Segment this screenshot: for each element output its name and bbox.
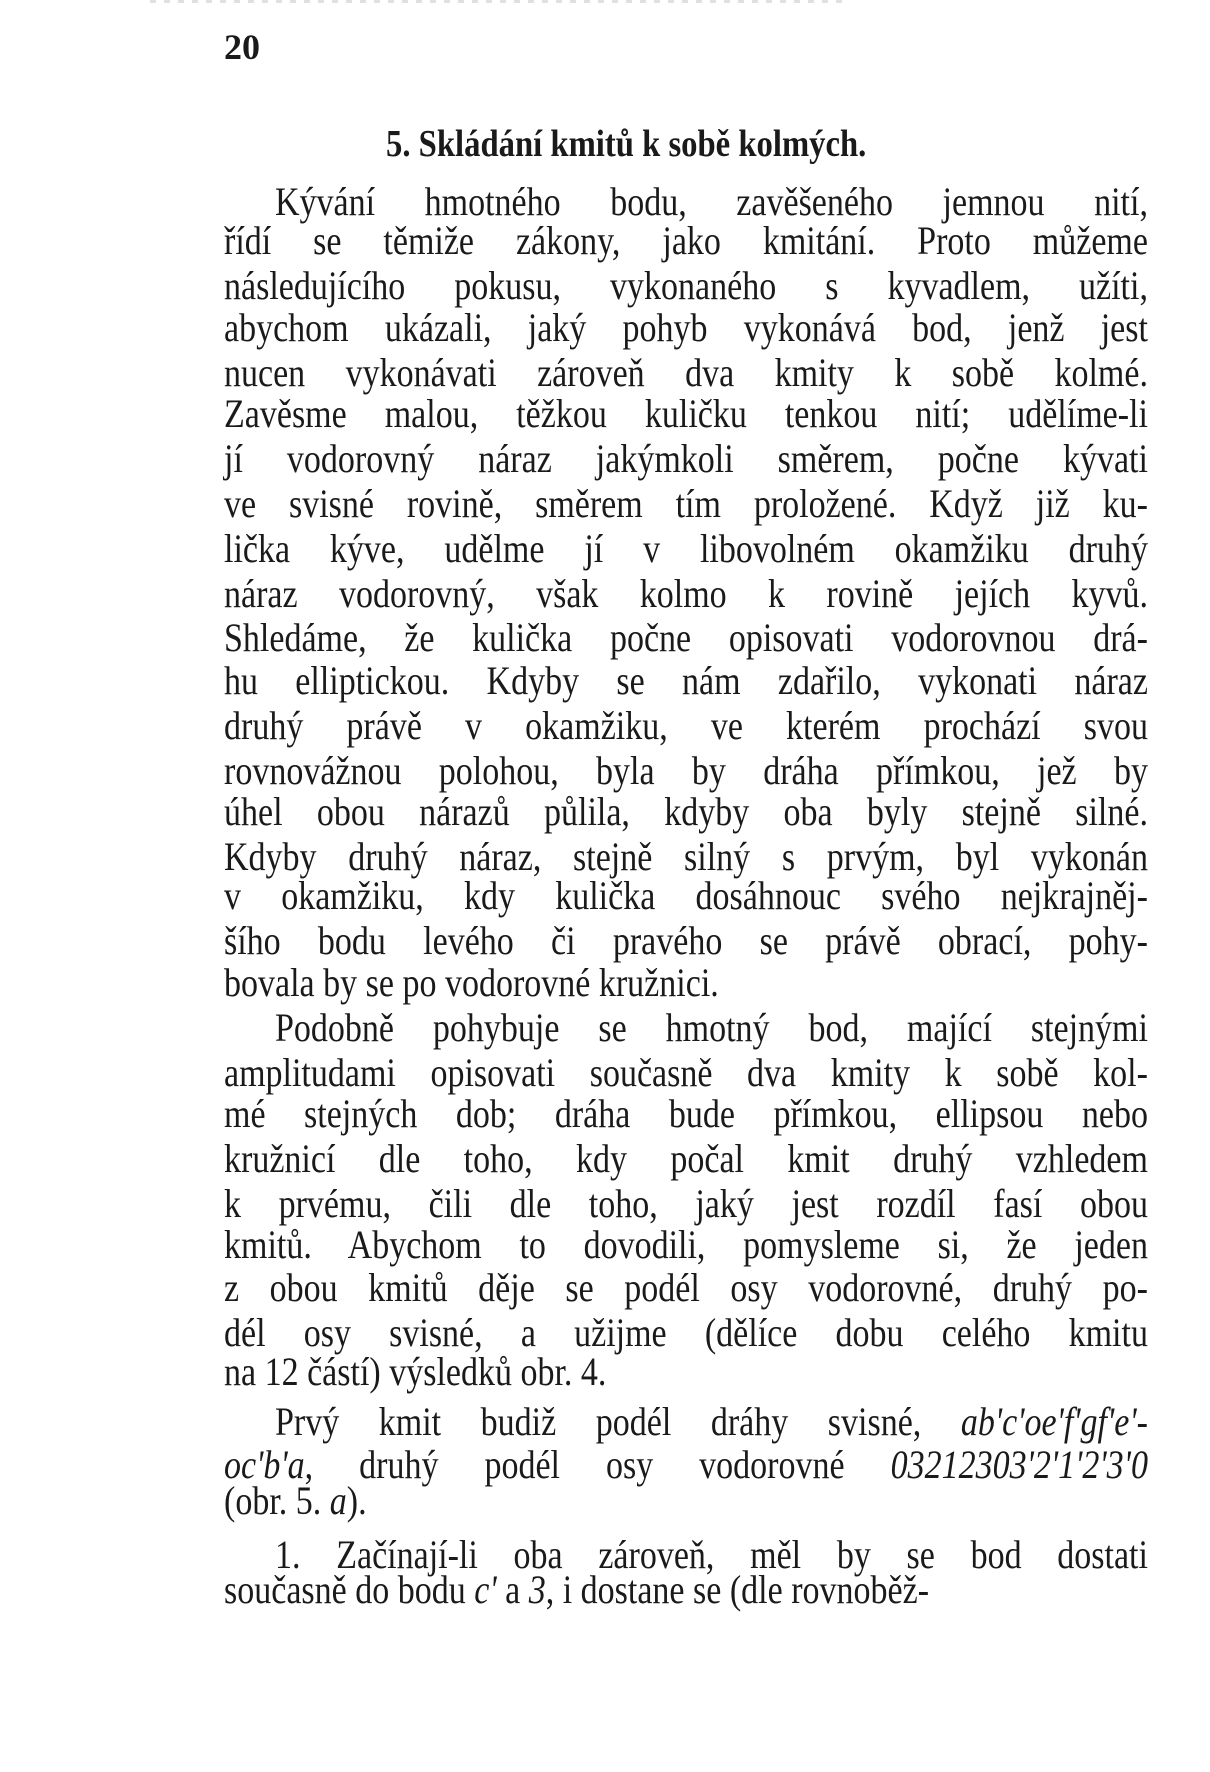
text-segment: (obr. 5. xyxy=(224,1478,330,1523)
italic-notation: 03212303'2'1'2'3'0 xyxy=(890,1442,1148,1487)
text-line xyxy=(224,1266,1148,1310)
text-segment: bovala by se po vodorovné kružnici. xyxy=(224,960,719,1005)
text-segment: řídí se těmiže zákony, jako kmitání. Proto můžeme xyxy=(224,218,1148,263)
text-segment: následujícího pokusu, vykonaného s kyvadlem, užíti, xyxy=(224,263,1148,308)
italic-notation: ab'c'oe'f'gf'e'- xyxy=(960,1399,1148,1444)
text-line xyxy=(224,1092,1148,1136)
text-line xyxy=(224,351,1148,395)
italic-notation: a xyxy=(329,1478,347,1523)
italic-notation: oc'b'a xyxy=(224,1442,305,1487)
text-segment: úhel obou nárazů půlila, kdyby oba byly stejně silné. xyxy=(224,789,1148,834)
text-segment: Shledáme, že kulička počne opisovati vodorovnou drá- xyxy=(224,615,1148,660)
italic-notation: 3 xyxy=(528,1567,546,1612)
text-segment: ). xyxy=(346,1478,367,1523)
text-segment: Kdyby druhý náraz, stejně silný s prvým, byl vykonán xyxy=(224,834,1148,879)
text-segment: kružnicí dle toho, kdy počal kmit druhý vzhledem xyxy=(224,1136,1148,1181)
text-line xyxy=(224,919,1148,963)
page-number: 20 xyxy=(224,27,260,67)
text-segment: Prvý kmit budiž podél dráhy svisné, xyxy=(275,1399,961,1444)
text-line xyxy=(224,264,1148,308)
text-line xyxy=(224,482,1148,526)
text-segment: abychom ukázali, jaký pohyb vykonává bod, jenž jest xyxy=(224,305,1148,350)
text-line xyxy=(224,874,1148,918)
text-line xyxy=(224,219,1148,263)
text-segment: Zavěsme malou, těžkou kuličku tenkou nití; udělíme-li xyxy=(224,391,1148,436)
text-segment: náraz vodorovný, však kolmo k rovině jejích kyvů. xyxy=(224,571,1148,616)
text-line xyxy=(224,616,1148,660)
text-line xyxy=(224,1051,1148,1095)
text-line xyxy=(224,1182,1148,1226)
text-line xyxy=(224,392,1148,436)
text-line xyxy=(224,659,1148,703)
text-line xyxy=(224,961,1148,1005)
text-line xyxy=(224,306,1148,350)
text-line xyxy=(224,1479,1148,1523)
text-segment: dél osy svisné, a užijme (dělíce dobu celého kmitu xyxy=(224,1310,1148,1355)
text-segment: z obou kmitů děje se podél osy vodorovné, druhý po- xyxy=(224,1265,1148,1310)
text-line xyxy=(224,572,1148,616)
text-segment: Kývání hmotného bodu, zavěšeného jemnou nití, xyxy=(275,179,1148,224)
text-segment: mé stejných dob; dráha bude přímkou, ellipsou nebo xyxy=(224,1091,1148,1136)
text-line xyxy=(224,527,1148,571)
text-segment: současně do bodu xyxy=(224,1567,475,1612)
text-line xyxy=(224,1400,1148,1444)
text-segment: lička kýve, udělme jí v libovolném okamžiku druhý xyxy=(224,526,1148,571)
text-segment: nucen vykonávati zároveň dva kmity k sobě kolmé. xyxy=(224,350,1148,395)
text-line xyxy=(224,1223,1148,1267)
text-segment: k prvému, čili dle toho, jaký jest rozdíl fasí obou xyxy=(224,1181,1148,1226)
text-line xyxy=(224,1350,1148,1394)
text-segment: a xyxy=(496,1567,529,1612)
text-segment: kmitů. Abychom to dovodili, pomysleme si, že jeden xyxy=(224,1222,1148,1267)
text-segment: v okamžiku, kdy kulička dosáhnouc svého nejkrajněj- xyxy=(224,873,1148,918)
text-segment: rovnovážnou polohou, byla by dráha přímkou, jež by xyxy=(224,748,1148,793)
text-segment: , i dostane se (dle rovnoběž- xyxy=(545,1567,930,1612)
text-segment: 1. Začínají-li oba zároveň, měl by se bod dostati xyxy=(275,1532,1148,1577)
text-line xyxy=(224,1568,1148,1612)
text-line xyxy=(224,1006,1148,1050)
text-line xyxy=(224,790,1148,834)
scan-edge-noise xyxy=(150,0,850,3)
text-line xyxy=(224,704,1148,748)
italic-notation: c' xyxy=(474,1567,497,1612)
section-heading: 5. Skládání kmitů k sobě kolmých. xyxy=(386,123,867,165)
text-line xyxy=(224,437,1148,481)
text-segment: na 12 částí) výsledků obr. 4. xyxy=(224,1349,607,1394)
text-segment: hu elliptickou. Kdyby se nám zdařilo, vykonati náraz xyxy=(224,658,1148,703)
text-segment: druhý právě v okamžiku, ve kterém prochází svou xyxy=(224,703,1148,748)
text-segment: amplitudami opisovati současně dva kmity k sobě kol- xyxy=(224,1050,1148,1095)
text-segment: Podobně pohybuje se hmotný bod, mající stejnými xyxy=(275,1005,1148,1050)
text-line xyxy=(224,749,1148,793)
text-segment: šího bodu levého či pravého se právě obrací, pohy- xyxy=(224,918,1148,963)
text-segment: , druhý podél osy vodorovné xyxy=(304,1442,891,1487)
text-segment: jí vodorovný náraz jakýmkoli směrem, počne kývati xyxy=(224,436,1148,481)
text-line xyxy=(224,1137,1148,1181)
text-segment: ve svisné rovině, směrem tím proložené. Když již ku- xyxy=(224,481,1148,526)
